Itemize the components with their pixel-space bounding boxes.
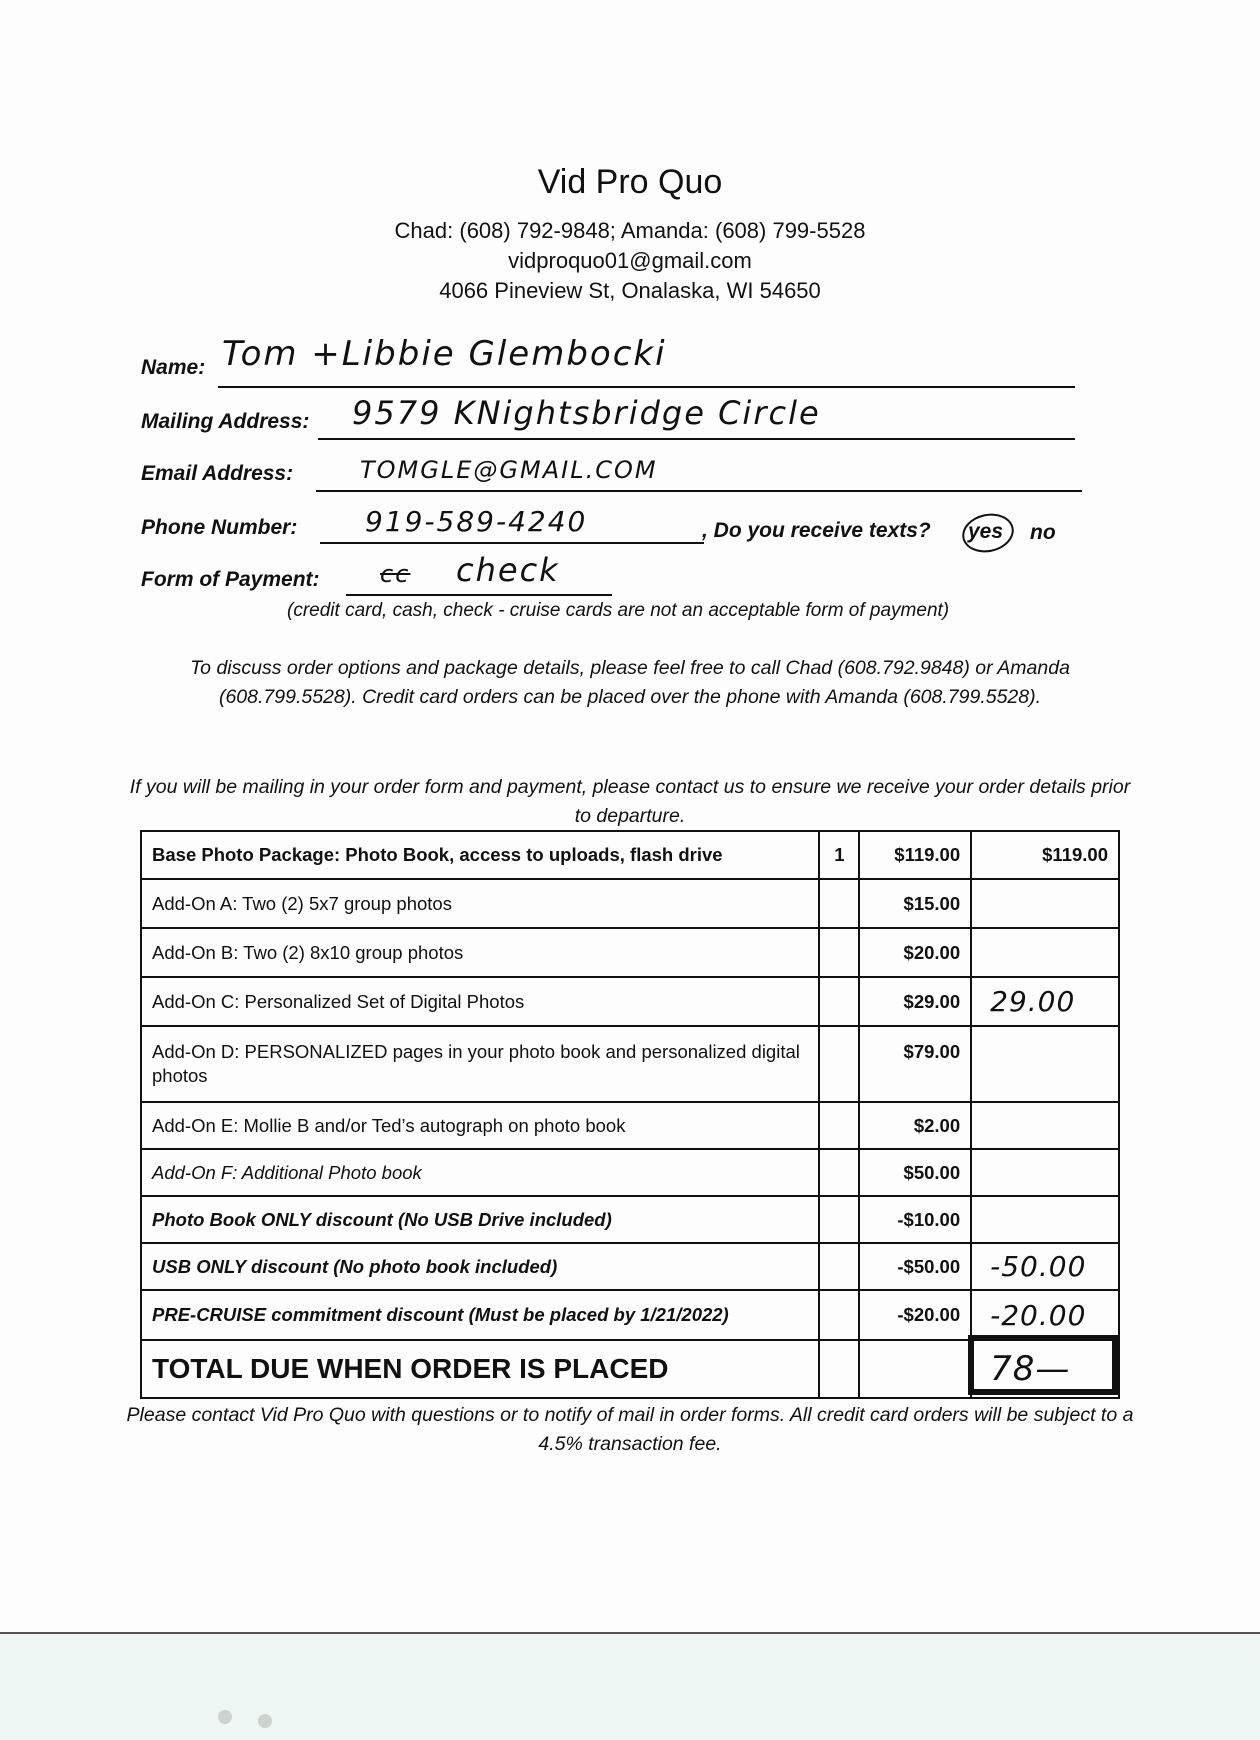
total-highlight-box	[968, 1335, 1118, 1395]
row-amount[interactable]	[971, 1149, 1119, 1196]
row-price: $2.00	[859, 1102, 971, 1149]
mailing-address-label: Mailing Address:	[141, 410, 310, 433]
row-quantity[interactable]	[819, 1026, 859, 1102]
table-row	[141, 879, 1119, 928]
name-line	[218, 384, 1075, 388]
row-description: Add-On E: Mollie B and/or Ted’s autograph on photo book	[141, 1102, 819, 1149]
payment-line	[346, 592, 612, 596]
total-quantity	[819, 1340, 859, 1398]
row-amount-cell[interactable]	[971, 977, 1119, 1026]
phone-number-field[interactable]: 919-589-4240	[365, 505, 588, 538]
row-amount[interactable]: $119.00	[971, 831, 1119, 879]
payment-label: Form of Payment:	[141, 568, 320, 591]
table-row	[141, 831, 1119, 879]
phone-number-line	[320, 540, 704, 544]
row-amount[interactable]: 29.00	[990, 985, 1076, 1018]
texts-question: , Do you receive texts?	[702, 519, 931, 542]
total-amount[interactable]: 78—	[990, 1349, 1071, 1389]
company-address: 4066 Pineview St, Onalaska, WI 54650	[439, 278, 821, 303]
row-quantity[interactable]	[819, 1290, 859, 1340]
row-quantity[interactable]	[819, 1243, 859, 1290]
row-price: $20.00	[859, 928, 971, 977]
scan-background-strip	[0, 1632, 1260, 1740]
row-quantity[interactable]: 1	[819, 831, 859, 879]
table-row	[141, 1149, 1119, 1196]
row-quantity[interactable]	[819, 1102, 859, 1149]
row-description: Add-On B: Two (2) 8x10 group photos	[141, 928, 819, 977]
company-phones: Chad: (608) 792-9848; Amanda: (608) 799-5528	[394, 218, 866, 243]
row-quantity[interactable]	[819, 977, 859, 1026]
email-address-line	[316, 488, 1082, 492]
email-address-field[interactable]: TOMGLE@GMAIL.COM	[360, 456, 658, 484]
footer-note: Please contact Vid Pro Quo with questions or to notify of mail in order forms. All credit card orders will be subject to a 4.5% transaction fee.	[126, 1404, 1134, 1455]
mailing-address-field[interactable]: 9579 KNightsbridge Circle	[352, 394, 821, 432]
row-amount[interactable]	[971, 879, 1119, 928]
row-description: Add-On A: Two (2) 5x7 group photos	[141, 879, 819, 928]
company-name: Vid Pro Quo	[537, 163, 723, 201]
mailing-address-line	[318, 436, 1075, 440]
row-price: $15.00	[859, 879, 971, 928]
row-price: $50.00	[859, 1149, 971, 1196]
payment-struck-text: cc	[380, 560, 411, 588]
total-price	[859, 1340, 971, 1398]
row-description: USB ONLY discount (No photo book included)	[141, 1243, 819, 1290]
row-amount[interactable]	[971, 1026, 1119, 1102]
payment-field[interactable]: check	[456, 551, 560, 589]
row-price: $79.00	[859, 1026, 971, 1102]
table-row	[141, 1290, 1119, 1340]
email-address-label: Email Address:	[141, 462, 294, 485]
table-row	[141, 1243, 1119, 1290]
row-quantity[interactable]	[819, 1196, 859, 1243]
scan-speck	[218, 1710, 232, 1724]
order-table	[140, 830, 1120, 1399]
row-amount[interactable]	[971, 1102, 1119, 1149]
name-field[interactable]: Tom +Libbie Glembocki	[222, 334, 667, 374]
table-row	[141, 1102, 1119, 1149]
row-price: -$20.00	[859, 1290, 971, 1340]
row-description: PRE-CRUISE commitment discount (Must be placed by 1/21/2022)	[141, 1290, 819, 1340]
row-price: $119.00	[859, 831, 971, 879]
row-amount[interactable]: -50.00	[990, 1250, 1087, 1283]
table-row	[141, 977, 1119, 1026]
row-amount[interactable]: -20.00	[990, 1298, 1087, 1332]
mailing-note: If you will be mailing in your order form and payment, please contact us to ensure we receive your order details prior to departure.	[129, 776, 1131, 827]
payment-note: (credit card, cash, check - cruise cards are not an acceptable form of payment)	[287, 600, 950, 621]
row-amount[interactable]	[971, 1196, 1119, 1243]
row-amount[interactable]	[971, 928, 1119, 977]
row-description: Base Photo Package: Photo Book, access to uploads, flash drive	[141, 831, 819, 879]
table-row	[141, 928, 1119, 977]
row-price: -$50.00	[859, 1243, 971, 1290]
texts-no-option[interactable]: no	[1030, 521, 1056, 544]
row-description: Photo Book ONLY discount (No USB Drive included)	[141, 1196, 819, 1243]
row-quantity[interactable]	[819, 1149, 859, 1196]
row-amount-cell[interactable]	[971, 1290, 1119, 1340]
row-amount-cell[interactable]	[971, 1243, 1119, 1290]
total-label: TOTAL DUE WHEN ORDER IS PLACED	[141, 1340, 819, 1398]
discuss-note: To discuss order options and package details, please feel free to call Chad (608.792.9848) or Amanda (608.799.5528). Credit card orders can be placed over the phone with Amanda (608.799.5528).	[190, 657, 1070, 708]
phone-number-label: Phone Number:	[141, 516, 298, 539]
name-label: Name:	[141, 356, 206, 379]
row-quantity[interactable]	[819, 879, 859, 928]
texts-yes-option[interactable]: yes	[968, 520, 1004, 543]
row-price: $29.00	[859, 977, 971, 1026]
row-description: Add-On C: Personalized Set of Digital Photos	[141, 977, 819, 1026]
row-description: Add-On F: Additional Photo book	[141, 1149, 819, 1196]
row-price: -$10.00	[859, 1196, 971, 1243]
scan-speck	[258, 1714, 272, 1728]
company-email: vidproquo01@gmail.com	[508, 248, 752, 273]
table-row	[141, 1026, 1119, 1102]
row-description: Add-On D: PERSONALIZED pages in your photo book and personalized digital photos	[141, 1026, 819, 1102]
table-row	[141, 1196, 1119, 1243]
row-quantity[interactable]	[819, 928, 859, 977]
